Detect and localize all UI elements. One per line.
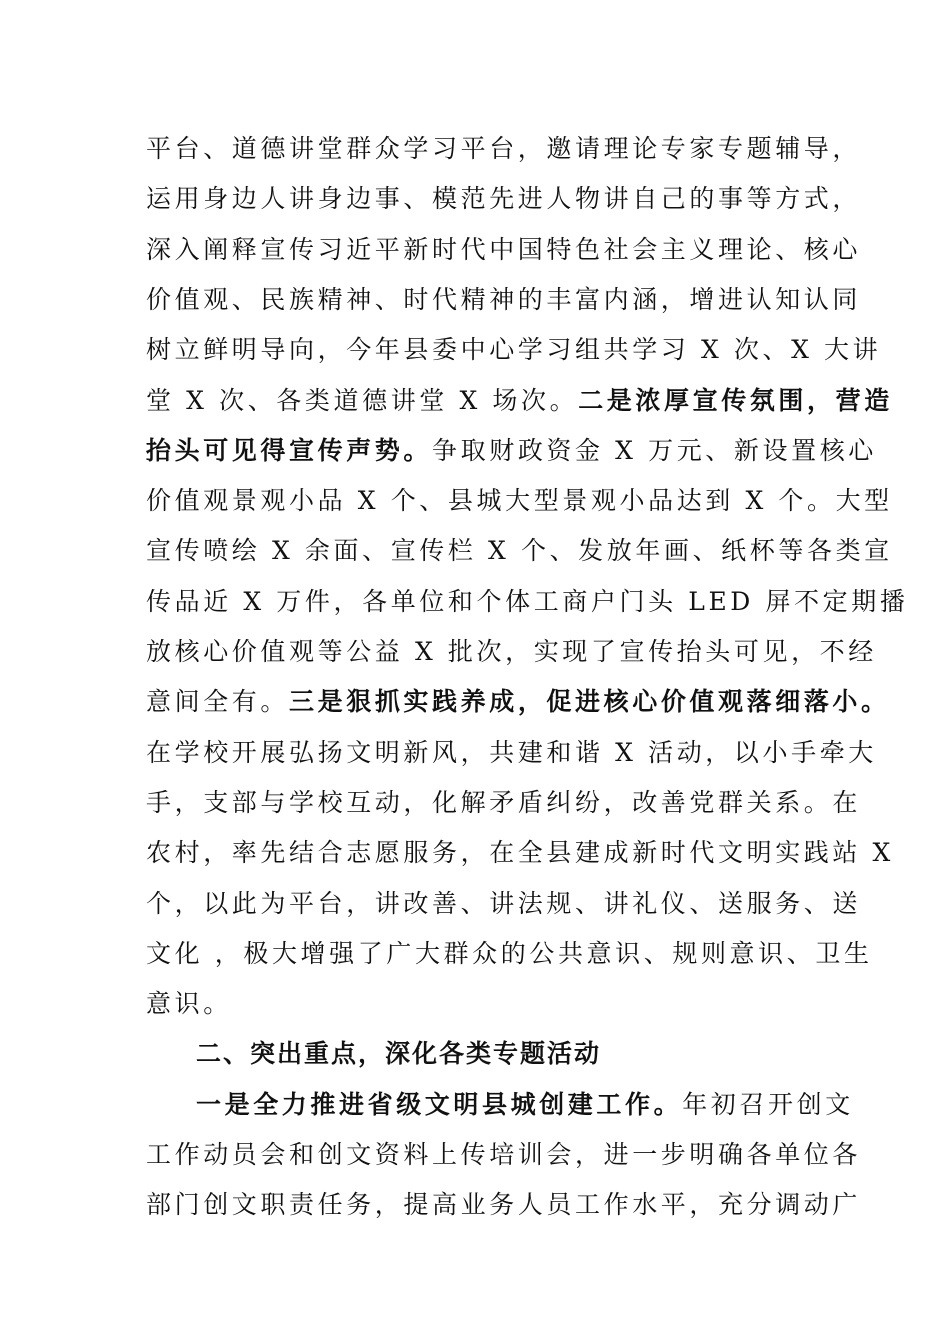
text-line: [146, 1130, 862, 1180]
text-segment: 放核心价值观等公益 X 批次，实现了宣传抬头可见，不经: [146, 637, 877, 666]
text-line: [146, 376, 893, 426]
bold-text-segment: 二是浓厚宣传氛围，营造: [578, 385, 893, 415]
text-segment: 平台、道德讲堂群众学习平台，邀请理论专家专题辅导，: [146, 134, 862, 163]
text-line: [146, 577, 909, 627]
text-segment: 手，支部与学校互动，化解矛盾纠纷，改善党群关系。在: [146, 787, 862, 817]
text-line: [146, 979, 846, 1029]
text-line: [146, 627, 877, 677]
bold-text-segment: 三是狠抓实践养成，促进核心价值观落细落小。: [289, 687, 890, 717]
text-line: [146, 728, 877, 778]
text-line: [196, 1080, 896, 1130]
text-segment: 意间全有。: [146, 687, 290, 717]
text-segment: 部门创文职责任务，提高业务人员工作水平，充分调动广: [146, 1190, 862, 1220]
text-segment: 意识。: [146, 989, 232, 1019]
text-line: [146, 828, 894, 878]
text-line: [196, 1029, 896, 1079]
text-segment: 争取财政资金 X 万元、新设置核心: [432, 435, 877, 465]
text-line: [146, 124, 862, 174]
text-segment: 运用身边人讲身边事、模范先进人物讲自己的事等方式，: [146, 184, 862, 214]
text-line: [146, 325, 882, 375]
text-segment: 深入阐释宣传习近平新时代中国特色社会主义理论、核心: [146, 234, 862, 264]
text-line: [146, 225, 862, 275]
text-line: [146, 1180, 862, 1230]
text-line: [146, 778, 862, 828]
text-segment: 文化 ，极大增强了广大群众的公共意识、规则意识、卫生: [146, 938, 873, 968]
text-segment: 树立鲜明导向，今年县委中心学习组共学习 X 次、X 大讲: [146, 335, 882, 365]
text-segment: 工作动员会和创文资料上传培训会，进一步明确各单位各: [146, 1140, 862, 1169]
text-line: [146, 677, 890, 727]
text-line: [146, 929, 873, 979]
text-segment: 传品近 X 万件，各单位和个体工商户门头 LED 屏不定期播: [146, 586, 909, 616]
bold-text-segment: 一是全力推进省级文明县城创建工作。: [196, 1089, 683, 1119]
text-line: [146, 879, 862, 929]
bold-text-segment: 抬头可见得宣传声势。: [146, 435, 433, 465]
text-segment: 价值观景观小品 X 个、县城大型景观小品达到 X 个。大型: [146, 486, 893, 516]
text-segment: 在学校开展弘扬文明新风，共建和谐 X 活动，以小手牵大: [146, 737, 877, 767]
text-segment: 堂 X 次、各类道德讲堂 X 场次。: [146, 385, 579, 415]
text-line: [146, 426, 877, 476]
section-heading: 二、突出重点，深化各类专题活动: [196, 1039, 602, 1069]
text-line: [146, 174, 862, 224]
text-segment: 价值观、民族精神、时代精神的丰富内涵，增进认知认同: [146, 284, 862, 314]
text-segment: 宣传喷绘 X 余面、宣传栏 X 个、发放年画、纸杯等各类宣: [146, 536, 893, 566]
text-segment: 农村，率先结合志愿服务，在全县建成新时代文明实践站 X: [146, 838, 894, 868]
text-segment: 个，以此为平台，讲改善、讲法规、讲礼仪、送服务、送: [146, 888, 862, 918]
text-segment: 年初召开创文: [682, 1089, 854, 1119]
text-line: [146, 526, 893, 576]
text-line: [146, 275, 862, 325]
text-line: [146, 476, 893, 526]
